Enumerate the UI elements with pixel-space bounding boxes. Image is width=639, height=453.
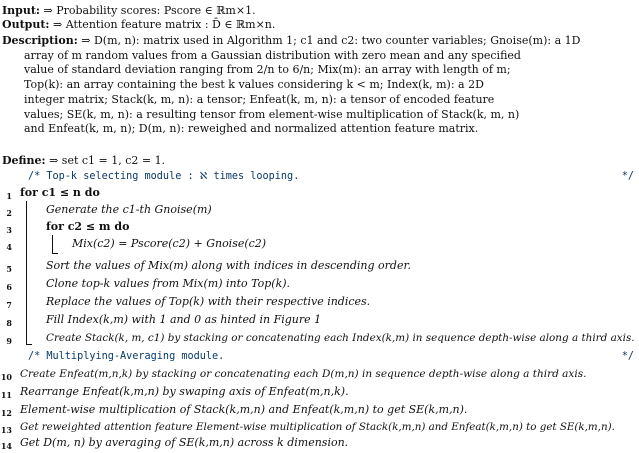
topk-comment-end: */ (621, 171, 634, 182)
output-line (2, 18, 634, 33)
line-number: 9 (6, 336, 12, 346)
description-block (2, 34, 634, 137)
mult-comment-text: /* Multiplying-Averaging module. (28, 351, 225, 362)
line-text: Clone top-k values from Mix(m) into Top(k). (46, 277, 291, 290)
description-line-5: values; SE(k, m, n): a resulting tensor from element-wise multiplication of Stack(k, m, n) (24, 107, 520, 121)
output-text: ⇒ Attention feature matrix : D̄ ∈ ℝm×n. (53, 18, 276, 31)
line-number: 2 (6, 208, 12, 218)
description-line-1: array of m random values from a Gaussian distribution with zero mean and any specified (24, 48, 521, 62)
line-text: Mix(c2) = Pscore(c2) + Gnoise(c2) (72, 237, 267, 250)
line-number: 14 (0, 441, 12, 451)
for-c2-block-bar (52, 235, 53, 253)
line-text: for c2 ≤ m do (46, 220, 130, 233)
define-text: ⇒ set c1 = 1, c2 = 1. (49, 154, 166, 167)
line-number: 6 (6, 282, 12, 292)
line-number: 11 (0, 390, 12, 400)
line-text: Replace the values of Top(k) with their respective indices. (46, 295, 371, 308)
define-label: Define: (2, 154, 46, 167)
line-number: 10 (0, 372, 12, 382)
line-text: Get D(m, n) by averaging of SE(k,m,n) across k dimension. (20, 436, 349, 449)
description-text-0: ⇒ D(m, n): matrix used in Algorithm 1; c1 and c2: two counter variables; Gnoise(m): a 1D (81, 34, 581, 47)
output-label: Output: (2, 18, 50, 31)
description-label: Description: (2, 34, 78, 47)
line-text: Generate the c1-th Gnoise(m) (46, 203, 212, 216)
line-number: 7 (6, 300, 12, 310)
line-number: 3 (6, 225, 12, 235)
line-text: Create Enfeat(m,n,k) by stacking or concatenating each D(m,n) in sequence depth-wise along a third axis. (20, 368, 587, 380)
line-text: Get reweighted attention feature Element-wise multiplication of Stack(k,m,n) and Enfeat(k,m,n) to get SE(k,m,n). (20, 421, 615, 433)
topk-comment (28, 171, 634, 182)
description-line-2: value of standard deviation ranging from 2/n to 6/n; Mix(m): an array with length of m; (24, 63, 511, 77)
mult-comment-end: */ (621, 351, 634, 362)
for-c1-block-foot (26, 344, 32, 345)
input-label: Input: (2, 4, 40, 17)
line-text: Rearrange Enfeat(k,m,n) by swaping axis of Enfeat(m,n,k). (20, 385, 349, 398)
topk-comment-text: /* Top-k selecting module : ℵ times looping. (28, 171, 300, 182)
description-line-4: integer matrix; Stack(k, m, n): a tensor; Enfeat(k, m, n): a tensor of encoded feature (24, 92, 495, 106)
line-text: for c1 ≤ n do (20, 186, 100, 199)
input-text: ⇒ Probability scores: Pscore ∈ ℝm×1. (43, 4, 256, 17)
mult-comment (28, 351, 634, 362)
line-number: 1 (6, 191, 12, 201)
input-line (2, 4, 634, 19)
line-text: Fill Index(k,m) with 1 and 0 as hinted in Figure 1 (46, 313, 322, 326)
line-number: 5 (6, 264, 12, 274)
line-text: Create Stack(k, m, c1) by stacking or concatenating each Index(k,m) in sequence depth-wise along a third axis. (46, 332, 635, 344)
for-c2-block-foot (52, 253, 58, 254)
line-text: Element-wise multiplication of Stack(k,m,n) and Enfeat(k,m,n) to get SE(k,m,n). (20, 403, 468, 416)
line-number: 12 (0, 408, 12, 418)
description-line-0 (2, 34, 634, 49)
define-line (2, 154, 634, 169)
description-line-6: and Enfeat(k, m, n); D(m, n): reweighed and normalized attention feature matrix. (24, 122, 479, 136)
line-number: 4 (6, 242, 12, 252)
line-number: 8 (6, 318, 12, 328)
line-number: 13 (0, 425, 12, 435)
for-c1-block-bar (26, 201, 27, 344)
line-text: Sort the values of Mix(m) along with indices in descending order. (46, 259, 411, 272)
description-line-3: Top(k): an array containing the best k values considering k < m; Index(k, m): a 2D (24, 78, 484, 92)
